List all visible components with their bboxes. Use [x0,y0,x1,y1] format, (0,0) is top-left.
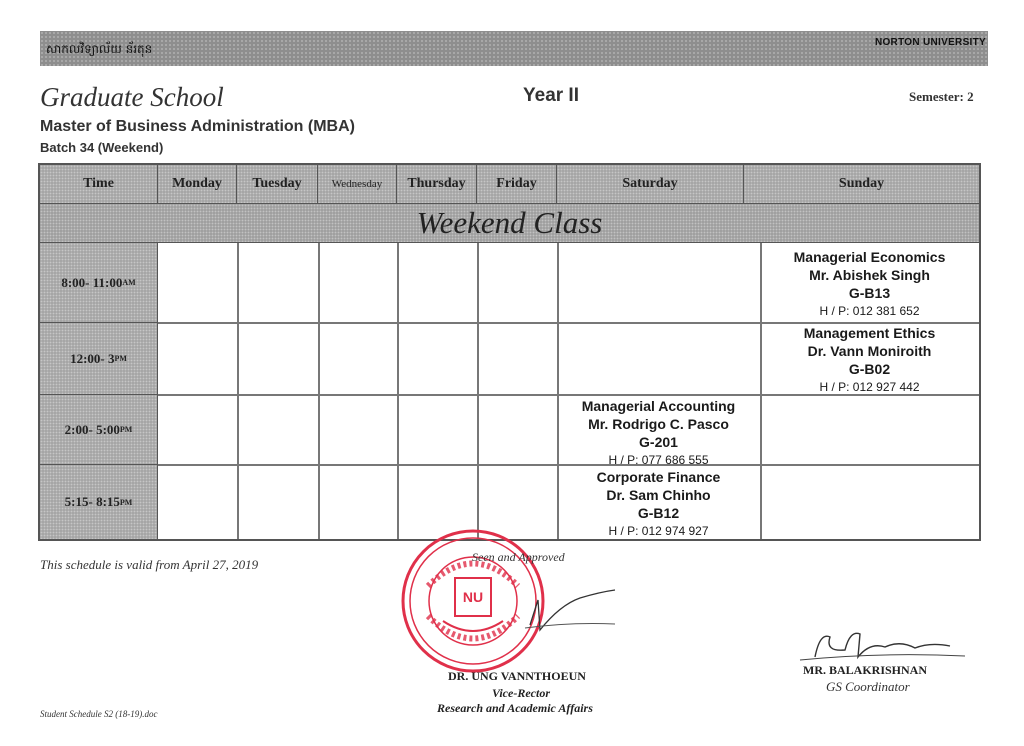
weekend-class-banner: Weekend Class [40,203,979,243]
coordinator-name: MR. BALAKRISHNAN [803,663,928,677]
program-title: Master of Business Administration (MBA) [40,118,355,135]
validity-note: This schedule is valid from April 27, 2019 [40,557,259,572]
course-room: G-B12 [637,505,680,521]
course-phone: H / P: 012 974 927 [608,524,709,538]
grid-line [397,243,399,539]
course-instructor: Mr. Abishek Singh [809,267,930,283]
time-slot-1: 8:00- 11:00 AM [40,243,158,323]
course-name: Management Ethics [803,325,936,341]
course-name: Managerial Accounting [581,398,736,414]
time-slot-2: 12:00- 3 PM [40,323,158,395]
seen-approved-note: Seen and Approved [472,550,565,564]
header-monday: Monday [158,165,237,203]
header-khmer-name: សាកលវិទ្យាល័យ ន័រតុន [46,42,153,56]
header-friday: Friday [477,165,557,203]
rector-department: Research and Academic Affairs [437,701,593,715]
course-saturday-slot3 [557,397,760,469]
grid-line [237,243,239,539]
course-phone: H / P: 077 686 555 [608,453,709,467]
header-thursday: Thursday [397,165,477,203]
time-slot-3: 2:00- 5:00 PM [40,395,158,465]
rector-name: DR. UNG VANNTHOEUN [448,669,586,683]
course-phone: H / P: 012 927 442 [819,380,920,394]
header-saturday: Saturday [557,165,744,203]
header-band [40,31,988,66]
header-time: Time [40,165,158,203]
course-name: Corporate Finance [596,469,721,485]
course-instructor: Mr. Rodrigo C. Pasco [588,416,729,432]
stamp-nu-text: NU [462,589,484,605]
time-slot-4: 5:15- 8:15 PM [40,465,158,539]
year-title: Year II [523,85,579,106]
course-sunday-slot1 [760,248,979,320]
semester-label: Semester: 2 [909,89,974,104]
rector-signature [520,580,620,640]
document-filename: Student Schedule S2 (18-19).doc [40,709,158,719]
course-room: G-B02 [848,361,891,377]
header-tuesday: Tuesday [237,165,318,203]
course-room: G-201 [639,434,678,450]
header-sunday: Sunday [744,165,979,203]
coordinator-title: GS Coordinator [826,679,910,694]
grid-line [318,243,320,539]
schedule-table [38,163,981,541]
school-title: Graduate School [40,82,224,112]
rector-title: Vice-Rector [492,686,550,700]
course-phone: H / P: 012 381 652 [819,304,920,318]
header-wednesday: Wednesday [318,165,397,203]
course-sunday-slot2 [760,324,979,396]
grid-line [477,243,479,539]
course-room: G-B13 [848,285,891,301]
course-instructor: Dr. Vann Moniroith [807,343,932,359]
course-name: Managerial Economics [793,249,946,265]
course-saturday-slot4 [557,468,760,540]
batch-label: Batch 34 (Weekend) [40,140,164,155]
course-instructor: Dr. Sam Chinho [606,487,711,503]
header-university-name: NORTON UNIVERSITY [874,37,986,48]
